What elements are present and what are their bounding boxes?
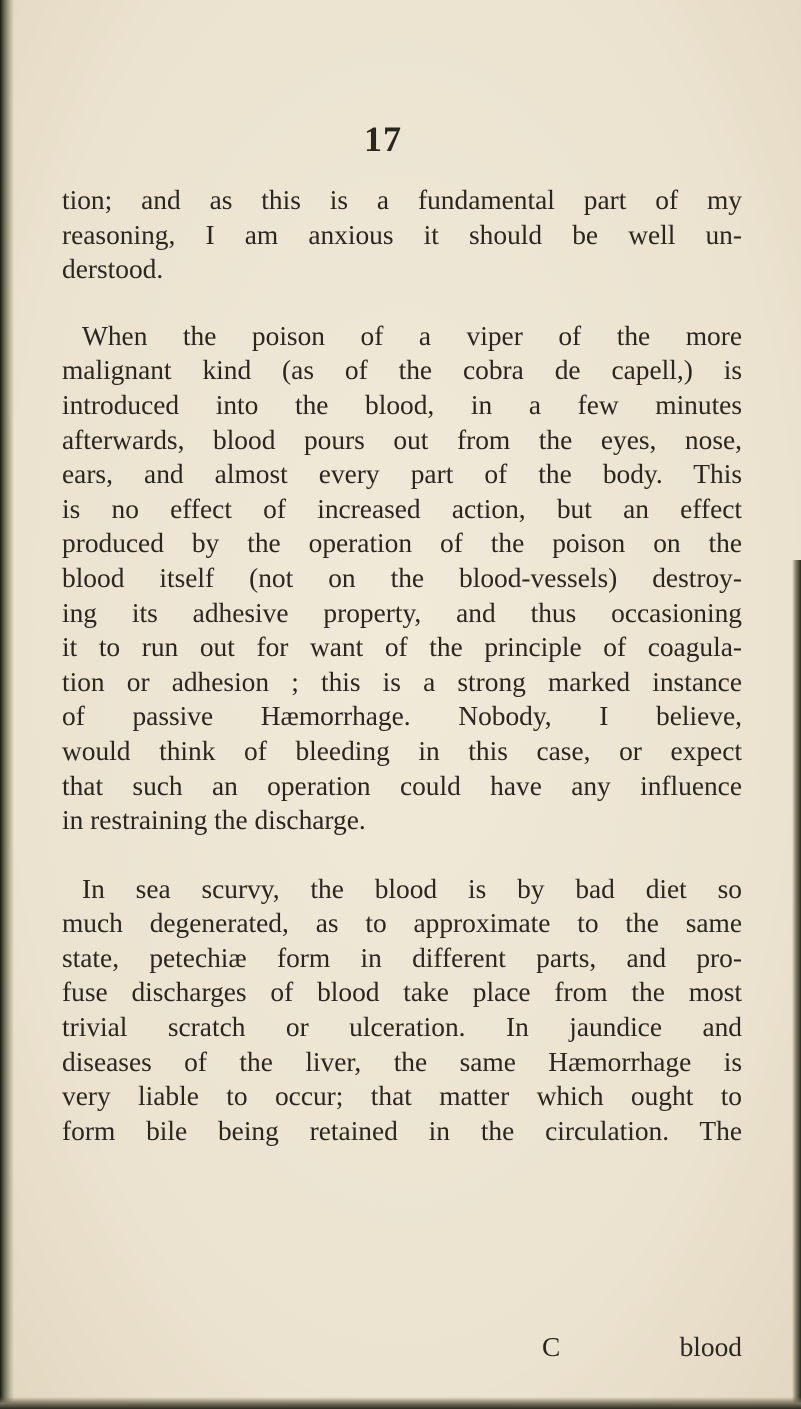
text-line: afterwards, blood pours out from the eyes, nose, xyxy=(62,424,742,455)
paragraph-spacer xyxy=(62,838,742,872)
text-line: of passive Hæmorrhage. Nobody, I believe, xyxy=(62,701,742,732)
text-line: in restraining the discharge. xyxy=(62,805,366,836)
text-line: malignant kind (as of the cobra de capell,) is xyxy=(62,355,742,386)
paragraph-spacer xyxy=(62,287,742,319)
page-edge-shadow xyxy=(792,560,801,1409)
bottom-edge-shadow xyxy=(0,1397,801,1409)
paragraph-3 xyxy=(62,872,742,1149)
text-line: would think of bleeding in this case, or expect xyxy=(62,735,742,766)
text-line: fuse discharges of blood take place from the most xyxy=(62,977,742,1008)
text-line: it to run out for want of the principle of coagula- xyxy=(62,632,742,663)
text-line: much degenerated, as to approximate to the same xyxy=(62,908,742,939)
catchword: blood xyxy=(679,1332,742,1362)
binding-shadow xyxy=(0,0,14,1409)
text-line: very liable to occur; that matter which ought to xyxy=(62,1081,742,1112)
text-line: introduced into the blood, in a few minutes xyxy=(62,389,742,420)
text-line: trivial scratch or ulceration. In jaundice and xyxy=(62,1012,742,1043)
text-line: When the poison of a viper of the more xyxy=(82,320,742,351)
text-line: In sea scurvy, the blood is by bad diet so xyxy=(82,873,742,904)
text-line: form bile being retained in the circulation. The xyxy=(62,1115,742,1146)
paragraph-1 xyxy=(62,183,742,287)
signature-mark: C xyxy=(542,1332,561,1362)
text-line: ing its adhesive property, and thus occasioning xyxy=(62,597,742,628)
text-line: that such an operation could have any influence xyxy=(62,770,742,801)
text-line: blood itself (not on the blood-vessels) destroy- xyxy=(62,562,742,593)
text-line: ears, and almost every part of the body. This xyxy=(62,459,742,490)
text-line: reasoning, I am anxious it should be well un- xyxy=(62,219,742,250)
page-number: 17 xyxy=(364,119,402,159)
text-line: state, petechiæ form in different parts, and pro- xyxy=(62,942,742,973)
text-line: produced by the operation of the poison on the xyxy=(62,528,742,559)
body-text xyxy=(62,183,742,1148)
text-line: tion; and as this is a fundamental part of my xyxy=(62,185,742,215)
text-line: is no effect of increased action, but an effect xyxy=(62,493,742,524)
paragraph-2 xyxy=(62,319,742,838)
text-line: tion or adhesion ; this is a strong marked instance xyxy=(62,666,742,697)
text-line: diseases of the liver, the same Hæmorrhage is xyxy=(62,1046,742,1077)
text-line: derstood. xyxy=(62,254,164,285)
